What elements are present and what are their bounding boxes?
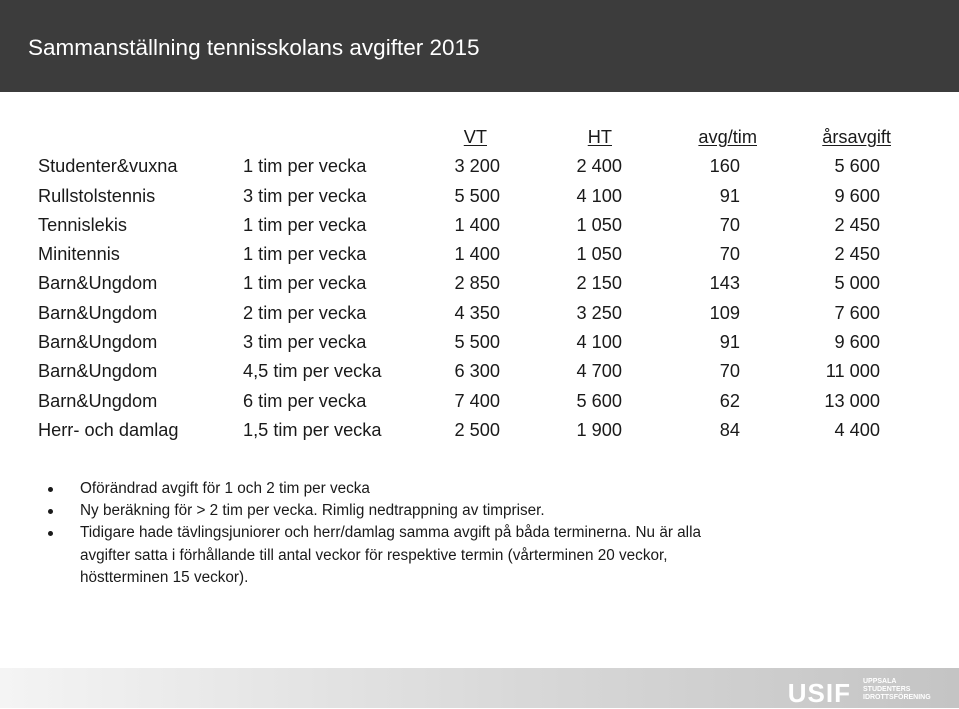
logo-mark: USIF xyxy=(787,678,851,708)
table-cell: 70 xyxy=(719,244,740,265)
table-cell: 1 tim per vecka xyxy=(243,244,367,265)
slide-title: Sammanställning tennisskolans avgifter 2015 xyxy=(28,35,480,60)
table-cell: Rullstolstennis xyxy=(38,185,156,206)
table-cell: 1 050 xyxy=(576,244,622,265)
note-text: avgifter satta i förhållande till antal veckor för respektive termin (vårterminen 20 veckor, xyxy=(80,546,668,564)
table-cell: 3 tim per vecka xyxy=(243,332,367,353)
table-cell: 13 000 xyxy=(824,390,880,411)
table-cell: 3 tim per vecka xyxy=(243,185,367,206)
table-cell: 70 xyxy=(719,214,740,235)
table-cell: 3 250 xyxy=(576,302,622,323)
table-cell: 109 xyxy=(709,302,740,323)
table-row xyxy=(0,417,959,446)
note-item xyxy=(46,478,806,500)
bullet-icon xyxy=(48,509,53,514)
table-cell: 143 xyxy=(709,273,740,294)
table-cell: 1 050 xyxy=(576,214,622,235)
table-cell: 2 500 xyxy=(454,419,500,440)
bullet-icon xyxy=(48,531,53,536)
table-cell: 7 400 xyxy=(454,390,500,411)
table-row xyxy=(0,153,959,182)
table-cell: 91 xyxy=(719,185,740,206)
table-cell: 2 tim per vecka xyxy=(243,302,367,323)
table-cell: 84 xyxy=(719,419,740,440)
table-row xyxy=(0,300,959,329)
column-header: VT xyxy=(463,127,487,147)
notes-list xyxy=(46,478,806,589)
table-cell: 1 400 xyxy=(454,244,500,265)
table-row xyxy=(0,270,959,299)
table-cell: 4 100 xyxy=(576,332,622,353)
table-cell: 70 xyxy=(719,361,740,382)
table-cell: 2 400 xyxy=(576,156,622,177)
table-cell: Barn&Ungdom xyxy=(38,332,158,353)
table-cell: 4,5 tim per vecka xyxy=(243,361,382,382)
table-cell: 1 tim per vecka xyxy=(243,273,367,294)
table-cell: Barn&Ungdom xyxy=(38,390,158,411)
note-text: Oförändrad avgift för 1 och 2 tim per vecka xyxy=(80,480,370,497)
slide-header xyxy=(0,0,959,92)
table-cell: 4 700 xyxy=(576,361,622,382)
table-cell: 6 300 xyxy=(454,361,500,382)
table-cell: 2 150 xyxy=(576,273,622,294)
table-row xyxy=(0,329,959,358)
table-cell: 1 400 xyxy=(454,214,500,235)
table-cell: 4 100 xyxy=(576,185,622,206)
table-row xyxy=(0,241,959,270)
table-cell: Studenter&vuxna xyxy=(38,156,178,177)
table-row xyxy=(0,388,959,417)
column-header: avg/tim xyxy=(698,127,757,147)
table-cell: Barn&Ungdom xyxy=(38,361,158,382)
table-header-row xyxy=(0,124,959,153)
fee-table xyxy=(0,124,959,446)
table-cell: 91 xyxy=(719,332,740,353)
note-item xyxy=(46,500,806,522)
table-row xyxy=(0,212,959,241)
note-text: Ny beräkning för > 2 tim per vecka. Rimlig nedtrappning av timpriser. xyxy=(80,502,545,520)
table-cell: 5 500 xyxy=(454,185,500,206)
table-row xyxy=(0,183,959,212)
table-cell: Barn&Ungdom xyxy=(38,302,158,323)
table-cell: 5 500 xyxy=(454,332,500,353)
bullet-icon xyxy=(48,487,53,492)
table-cell: 9 600 xyxy=(834,185,880,206)
table-cell: 3 200 xyxy=(454,156,500,177)
table-cell: 2 850 xyxy=(454,273,500,294)
note-text: höstterminen 15 veckor). xyxy=(80,568,249,586)
table-cell: 62 xyxy=(719,390,740,411)
table-cell: Minitennis xyxy=(38,244,120,265)
table-cell: 1 tim per vecka xyxy=(243,156,367,177)
table-cell: 6 tim per vecka xyxy=(243,390,367,411)
table-cell: 5 600 xyxy=(834,156,880,177)
table-cell: 11 000 xyxy=(825,361,880,382)
table-cell: 1 tim per vecka xyxy=(243,214,367,235)
table-cell: 1,5 tim per vecka xyxy=(243,419,382,440)
table-cell: 4 400 xyxy=(834,419,880,440)
table-cell: 2 450 xyxy=(834,214,880,235)
table-cell: 1 900 xyxy=(576,419,622,440)
note-text: Tidigare hade tävlingsjuniorer och herr/damlag samma avgift på båda terminerna. Nu är alla xyxy=(80,524,701,542)
table-cell: 2 450 xyxy=(834,244,880,265)
table-cell: Tennislekis xyxy=(38,214,127,235)
column-header: årsavgift xyxy=(822,127,891,147)
table-cell: Barn&Ungdom xyxy=(38,273,158,294)
table-cell: 5 600 xyxy=(576,390,622,411)
table-cell: 9 600 xyxy=(834,332,880,353)
logo-subtitle: UPPSALA STUDENTERS IDROTTSFÖRENING xyxy=(863,678,931,701)
table-cell: 7 600 xyxy=(834,302,880,323)
note-item xyxy=(46,522,806,589)
column-header: HT xyxy=(587,127,612,147)
table-cell: 160 xyxy=(709,156,740,177)
table-row xyxy=(0,358,959,387)
table-cell: Herr- och damlag xyxy=(38,419,179,440)
table-cell: 4 350 xyxy=(454,302,500,323)
table-cell: 5 000 xyxy=(834,273,880,294)
